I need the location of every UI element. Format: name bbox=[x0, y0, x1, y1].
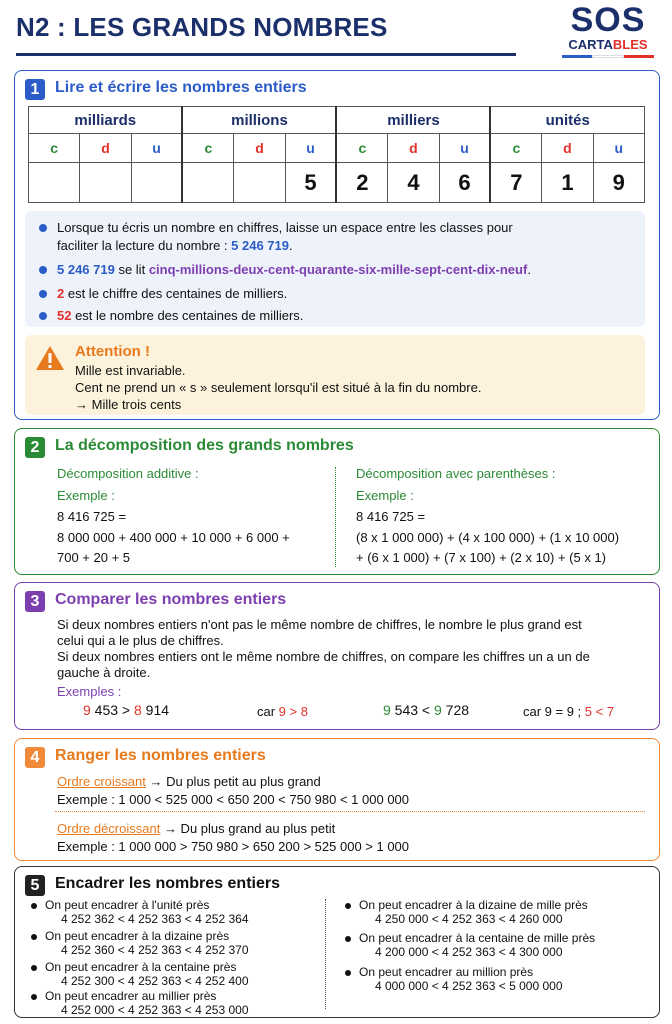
digit-cell: 2 bbox=[336, 163, 387, 203]
bullet-icon bbox=[39, 312, 47, 320]
digit-cell: 4 bbox=[388, 163, 439, 203]
logo bbox=[558, 2, 658, 58]
digit-cell bbox=[80, 163, 131, 203]
page-title: N2 : LES GRANDS NOMBRES bbox=[16, 12, 388, 42]
expression: (8 x 1 000 000) + (4 x 100 000) + (1 x 10 000) bbox=[356, 530, 620, 545]
example-number: 5 246 719 bbox=[57, 262, 115, 277]
order-label: Ordre croissant bbox=[57, 774, 146, 789]
section-heading: Ranger les nombres entiers bbox=[55, 747, 266, 764]
section-heading: La décomposition des grands nombres bbox=[55, 437, 354, 454]
class-header: milliards bbox=[29, 107, 183, 134]
section-heading: Encadrer les nombres entiers bbox=[55, 875, 280, 892]
divider bbox=[55, 811, 645, 812]
warning-icon bbox=[35, 345, 65, 371]
example-label: Exemples : bbox=[57, 684, 122, 699]
order-rule: Ordre croissant → Du plus petit au plus grand bbox=[57, 774, 321, 789]
digit-cell: 6 bbox=[439, 163, 490, 203]
subsection-title: Décomposition avec parenthèses : bbox=[356, 466, 556, 481]
section-compare bbox=[14, 582, 660, 730]
warning-box bbox=[25, 335, 645, 415]
column-divider bbox=[335, 467, 336, 567]
rules-box bbox=[25, 211, 645, 327]
class-header: millions bbox=[182, 107, 336, 134]
bullet-text: est le nombre des centaines de milliers. bbox=[71, 308, 304, 323]
digit-cell bbox=[234, 163, 285, 203]
framing-item: On peut encadrer à la dizaine près 4 252 360 < 4 252 363 < 4 252 370 bbox=[31, 929, 249, 957]
punctuation: . bbox=[288, 238, 293, 253]
rank-letter: c bbox=[490, 134, 541, 163]
rank-letter: u bbox=[439, 134, 490, 163]
digit-cell bbox=[29, 163, 80, 203]
subsection-title: Décomposition additive : bbox=[57, 466, 199, 481]
rank-letter: d bbox=[388, 134, 439, 163]
bullet-icon bbox=[39, 266, 47, 274]
number-in-words: cinq-millions-deux-cent-quarante-six-mille-sept-cent-dix-neuf bbox=[148, 262, 528, 277]
warning-title: Attention ! bbox=[75, 343, 150, 360]
section-framing bbox=[14, 866, 660, 1018]
place-value-table bbox=[28, 106, 645, 203]
rank-letter: c bbox=[29, 134, 80, 163]
expression: 8 000 000 + 400 000 + 10 000 + 6 000 + bbox=[57, 530, 290, 545]
rank-letter: d bbox=[80, 134, 131, 163]
column-divider bbox=[325, 899, 326, 1009]
digit-cell: 5 bbox=[285, 163, 336, 203]
example-label: Exemple : bbox=[356, 488, 414, 503]
paragraph: gauche à droite. bbox=[57, 665, 151, 680]
bullet-text: se lit bbox=[114, 262, 149, 277]
framing-item: On peut encadrer à la centaine près 4 252 300 < 4 252 363 < 4 252 400 bbox=[31, 960, 249, 988]
warning-text: Cent ne prend un « s » seulement lorsqu'il est situé à la fin du nombre. bbox=[75, 380, 482, 395]
paragraph: Si deux nombres entiers n'ont pas le même nombre de chiffres, le nombre le plus grand est bbox=[57, 617, 582, 632]
section-heading: Comparer les nombres entiers bbox=[55, 591, 287, 608]
title-underline bbox=[16, 53, 516, 56]
example-number: 5 246 719 bbox=[231, 238, 289, 253]
bullet-text: faciliter la lecture du nombre : bbox=[57, 238, 232, 253]
paragraph: Si deux nombres entiers ont le même nombre de chiffres, on compare les chiffres un a un de bbox=[57, 649, 590, 664]
order-label: Ordre décroissant bbox=[57, 821, 161, 836]
rank-letter: u bbox=[593, 134, 644, 163]
bullet-item bbox=[39, 219, 513, 255]
comparison-example: 9 453 > 8 914 bbox=[83, 702, 170, 718]
order-example: Exemple : 1 000 < 525 000 < 650 200 < 750 980 < 1 000 000 bbox=[57, 792, 410, 807]
logo-flag bbox=[562, 55, 654, 58]
section-decomposition bbox=[14, 428, 660, 575]
bullet-text: est le chiffre des centaines de milliers. bbox=[64, 286, 288, 301]
comparison-reason: car 9 = 9 ; 5 < 7 bbox=[523, 704, 615, 719]
section-number: 3 bbox=[25, 591, 45, 612]
framing-item: On peut encadrer à l'unité près 4 252 362 < 4 252 363 < 4 252 364 bbox=[31, 898, 249, 926]
order-rule: Ordre décroissant → Du plus grand au plus petit bbox=[57, 821, 336, 836]
bullet-item bbox=[39, 307, 303, 325]
section-number: 4 bbox=[25, 747, 45, 768]
bullet-icon bbox=[39, 224, 47, 232]
framing-item: On peut encadrer au millier près 4 252 000 < 4 252 363 < 4 253 000 bbox=[31, 989, 249, 1017]
punctuation: . bbox=[527, 262, 531, 277]
digit-cell: 9 bbox=[593, 163, 644, 203]
order-example: Exemple : 1 000 000 > 750 980 > 650 200 > 525 000 > 1 000 bbox=[57, 839, 410, 854]
section-number: 1 bbox=[25, 79, 45, 100]
warning-text: Mille est invariable. bbox=[75, 363, 186, 378]
framing-item: On peut encadrer au million près 4 000 000 < 4 252 363 < 5 000 000 bbox=[345, 965, 563, 993]
section-ordering bbox=[14, 738, 660, 861]
example-label: Exemple : bbox=[57, 488, 115, 503]
rank-letter: d bbox=[234, 134, 285, 163]
section-heading: Lire et écrire les nombres entiers bbox=[55, 79, 307, 96]
logo-line1: SOS bbox=[570, 1, 646, 39]
section-read-write bbox=[14, 70, 660, 420]
bullet-text: Lorsque tu écris un nombre en chiffres, laisse un espace entre les classes pour bbox=[57, 220, 513, 235]
highlight-digit: 2 bbox=[57, 286, 65, 301]
rank-letter: u bbox=[285, 134, 336, 163]
expression: 8 416 725 = bbox=[57, 509, 127, 524]
digit-cell bbox=[182, 163, 233, 203]
section-number: 5 bbox=[25, 875, 45, 896]
rank-letter: c bbox=[182, 134, 233, 163]
class-header: unités bbox=[490, 107, 644, 134]
rank-letter: u bbox=[131, 134, 182, 163]
expression: 8 416 725 = bbox=[356, 509, 426, 524]
bullet-item bbox=[39, 285, 287, 303]
comparison-reason: car 9 > 8 bbox=[257, 704, 308, 719]
bullet-item bbox=[39, 261, 531, 279]
digit-cell bbox=[131, 163, 182, 203]
comparison-example: 9 543 < 9 728 bbox=[383, 702, 470, 718]
digit-cell: 1 bbox=[542, 163, 593, 203]
rank-letter: d bbox=[542, 134, 593, 163]
warning-text: → Mille trois cents bbox=[75, 397, 182, 412]
expression: + (6 x 1 000) + (7 x 100) + (2 x 10) + (5 x 1) bbox=[356, 550, 607, 565]
paragraph: celui qui a le plus de chiffres. bbox=[57, 633, 224, 648]
framing-item: On peut encadrer à la centaine de mille près 4 200 000 < 4 252 363 < 4 300 000 bbox=[345, 931, 595, 959]
class-header: milliers bbox=[336, 107, 490, 134]
highlight-number: 52 bbox=[57, 308, 72, 323]
expression: 700 + 20 + 5 bbox=[57, 550, 131, 565]
rank-letter: c bbox=[336, 134, 387, 163]
framing-item: On peut encadrer à la dizaine de mille près 4 250 000 < 4 252 363 < 4 260 000 bbox=[345, 898, 588, 926]
logo-line2: CARTABLES bbox=[568, 37, 648, 52]
digit-cell: 7 bbox=[490, 163, 541, 203]
section-number: 2 bbox=[25, 437, 45, 458]
bullet-icon bbox=[39, 290, 47, 298]
